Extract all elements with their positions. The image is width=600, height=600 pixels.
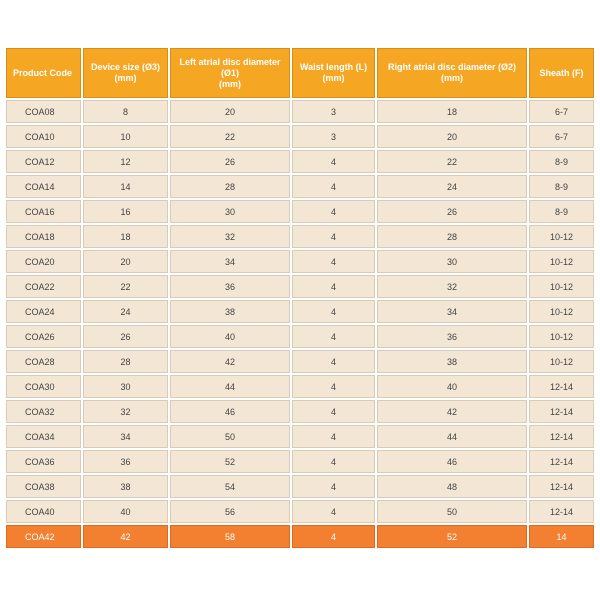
table-row [6, 375, 594, 398]
product-size-table-container [4, 46, 596, 550]
waist-length-cell: 4 [292, 375, 375, 398]
waist-length-cell: 4 [292, 400, 375, 423]
product-code-cell: COA10 [6, 125, 81, 148]
right-disc-cell: 26 [377, 200, 527, 223]
table-row [6, 400, 594, 423]
waist-length-cell: 4 [292, 200, 375, 223]
right-disc-cell: 42 [377, 400, 527, 423]
device-size-cell: 28 [83, 350, 168, 373]
product-code-cell: COA16 [6, 200, 81, 223]
device-size-cell: 10 [83, 125, 168, 148]
table-row [6, 150, 594, 173]
device-size-cell: 18 [83, 225, 168, 248]
product-code-cell: COA26 [6, 325, 81, 348]
left-disc-cell: 22 [170, 125, 290, 148]
sheath-cell: 12-14 [529, 375, 594, 398]
table-row [6, 350, 594, 373]
left-disc-cell: 34 [170, 250, 290, 273]
product-code-cell: COA22 [6, 275, 81, 298]
device-size-cell: 16 [83, 200, 168, 223]
right-disc-cell: 32 [377, 275, 527, 298]
waist-length-cell: 4 [292, 500, 375, 523]
left-disc-cell: 40 [170, 325, 290, 348]
device-size-cell: 24 [83, 300, 168, 323]
left-disc-cell: 46 [170, 400, 290, 423]
device-size-cell: 12 [83, 150, 168, 173]
product-size-table [4, 46, 596, 550]
device-size-cell: 34 [83, 425, 168, 448]
right-disc-cell: 44 [377, 425, 527, 448]
product-code-cell: COA18 [6, 225, 81, 248]
sheath-cell: 6-7 [529, 125, 594, 148]
left-disc-cell: 50 [170, 425, 290, 448]
header-device-size: Device size (Ø3) (mm) [83, 48, 168, 98]
table-row [6, 325, 594, 348]
sheath-cell: 6-7 [529, 100, 594, 123]
waist-length-cell: 4 [292, 325, 375, 348]
table-row [6, 500, 594, 523]
right-disc-cell: 20 [377, 125, 527, 148]
left-disc-cell: 42 [170, 350, 290, 373]
right-disc-cell: 28 [377, 225, 527, 248]
product-code-cell: COA08 [6, 100, 81, 123]
right-disc-cell: 24 [377, 175, 527, 198]
left-disc-cell: 30 [170, 200, 290, 223]
waist-length-cell: 4 [292, 225, 375, 248]
device-size-cell: 40 [83, 500, 168, 523]
device-size-cell: 14 [83, 175, 168, 198]
right-disc-cell: 22 [377, 150, 527, 173]
device-size-cell: 30 [83, 375, 168, 398]
left-disc-cell: 44 [170, 375, 290, 398]
left-disc-cell: 20 [170, 100, 290, 123]
device-size-cell: 36 [83, 450, 168, 473]
waist-length-cell: 4 [292, 475, 375, 498]
product-code-cell: COA38 [6, 475, 81, 498]
left-disc-cell: 36 [170, 275, 290, 298]
table-header-row [6, 48, 594, 98]
header-sheath: Sheath (F) [529, 48, 594, 98]
waist-length-cell: 4 [292, 275, 375, 298]
product-code-cell: COA40 [6, 500, 81, 523]
sheath-cell: 12-14 [529, 500, 594, 523]
right-disc-cell: 38 [377, 350, 527, 373]
waist-length-cell: 4 [292, 300, 375, 323]
left-disc-cell: 38 [170, 300, 290, 323]
device-size-cell: 8 [83, 100, 168, 123]
sheath-cell: 8-9 [529, 150, 594, 173]
right-disc-cell: 36 [377, 325, 527, 348]
waist-length-cell: 4 [292, 450, 375, 473]
device-size-cell: 42 [83, 525, 168, 548]
table-row [6, 100, 594, 123]
device-size-cell: 20 [83, 250, 168, 273]
right-disc-cell: 50 [377, 500, 527, 523]
right-disc-cell: 30 [377, 250, 527, 273]
right-disc-cell: 48 [377, 475, 527, 498]
table-row [6, 425, 594, 448]
sheath-cell: 10-12 [529, 350, 594, 373]
waist-length-cell: 4 [292, 350, 375, 373]
header-waist-length: Waist length (L) (mm) [292, 48, 375, 98]
waist-length-cell: 3 [292, 125, 375, 148]
sheath-cell: 10-12 [529, 250, 594, 273]
header-right-atrial-disc-diameter: Right atrial disc diameter (Ø2) (mm) [377, 48, 527, 98]
product-code-cell: COA32 [6, 400, 81, 423]
right-disc-cell: 34 [377, 300, 527, 323]
table-row [6, 225, 594, 248]
table-body [6, 100, 594, 548]
product-code-cell: COA20 [6, 250, 81, 273]
waist-length-cell: 4 [292, 250, 375, 273]
product-code-cell: COA30 [6, 375, 81, 398]
sheath-cell: 12-14 [529, 450, 594, 473]
header-left-atrial-disc-diameter: Left atrial disc diameter (Ø1) (mm) [170, 48, 290, 98]
sheath-cell: 10-12 [529, 275, 594, 298]
sheath-cell: 10-12 [529, 300, 594, 323]
waist-length-cell: 3 [292, 100, 375, 123]
table-row [6, 450, 594, 473]
device-size-cell: 32 [83, 400, 168, 423]
waist-length-cell: 4 [292, 175, 375, 198]
waist-length-cell: 4 [292, 425, 375, 448]
table-row [6, 250, 594, 273]
sheath-cell: 12-14 [529, 475, 594, 498]
header-product-code: Product Code [6, 48, 81, 98]
left-disc-cell: 58 [170, 525, 290, 548]
product-code-cell: COA28 [6, 350, 81, 373]
table-row [6, 200, 594, 223]
product-code-cell: COA34 [6, 425, 81, 448]
right-disc-cell: 52 [377, 525, 527, 548]
sheath-cell: 8-9 [529, 200, 594, 223]
right-disc-cell: 40 [377, 375, 527, 398]
table-row [6, 175, 594, 198]
table-row [6, 525, 594, 548]
sheath-cell: 10-12 [529, 325, 594, 348]
table-row [6, 125, 594, 148]
sheath-cell: 12-14 [529, 425, 594, 448]
left-disc-cell: 54 [170, 475, 290, 498]
waist-length-cell: 4 [292, 525, 375, 548]
product-code-cell: COA12 [6, 150, 81, 173]
left-disc-cell: 32 [170, 225, 290, 248]
table-row [6, 475, 594, 498]
device-size-cell: 26 [83, 325, 168, 348]
sheath-cell: 12-14 [529, 400, 594, 423]
sheath-cell: 8-9 [529, 175, 594, 198]
left-disc-cell: 28 [170, 175, 290, 198]
sheath-cell: 10-12 [529, 225, 594, 248]
product-code-cell: COA42 [6, 525, 81, 548]
device-size-cell: 38 [83, 475, 168, 498]
product-code-cell: COA14 [6, 175, 81, 198]
left-disc-cell: 56 [170, 500, 290, 523]
device-size-cell: 22 [83, 275, 168, 298]
waist-length-cell: 4 [292, 150, 375, 173]
left-disc-cell: 52 [170, 450, 290, 473]
sheath-cell: 14 [529, 525, 594, 548]
table-row [6, 300, 594, 323]
table-row [6, 275, 594, 298]
product-code-cell: COA24 [6, 300, 81, 323]
product-code-cell: COA36 [6, 450, 81, 473]
right-disc-cell: 18 [377, 100, 527, 123]
right-disc-cell: 46 [377, 450, 527, 473]
left-disc-cell: 26 [170, 150, 290, 173]
